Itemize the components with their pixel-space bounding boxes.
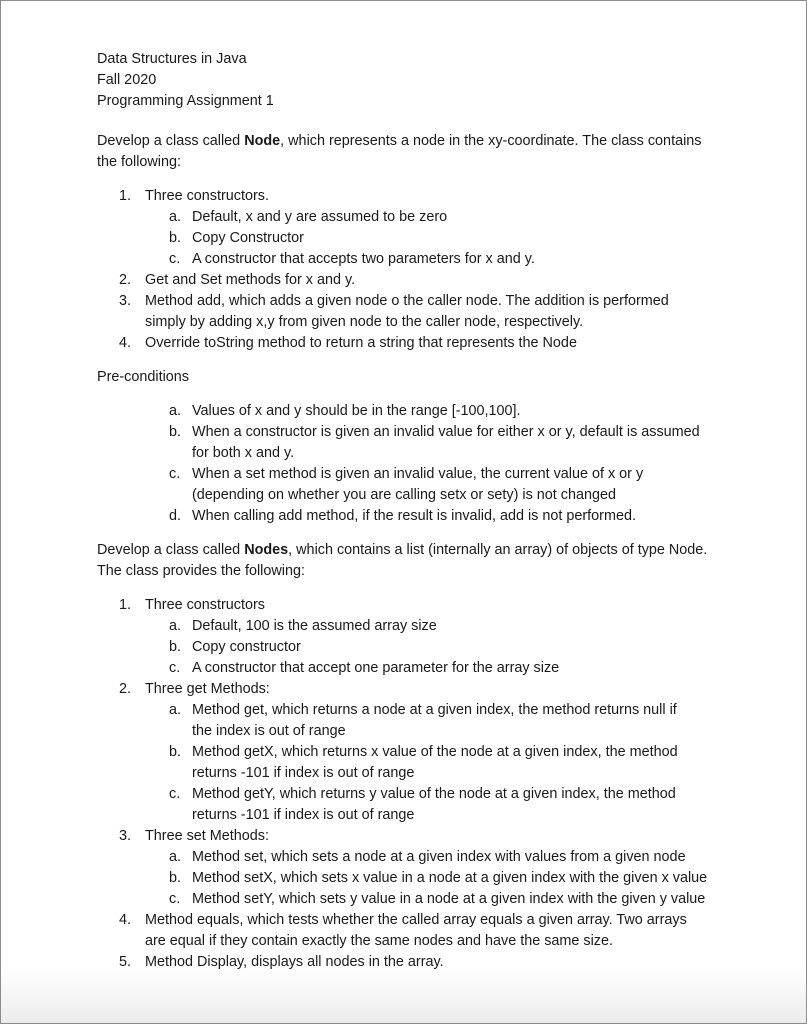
list-item: 1. Three constructors. bbox=[119, 188, 269, 204]
list-item: 4. Method equals, which tests whether the called array equals a given array. Two arrays are equal if they contain exactly the same nodes and have the same size. bbox=[119, 912, 687, 949]
list-item: c. A constructor that accept one parameter for the array size bbox=[169, 660, 560, 676]
list-item: a. Default, x and y are assumed to be zero bbox=[169, 209, 448, 225]
nodes-intro-line2: The class provides the following: bbox=[97, 563, 305, 579]
list-item: 3. Method add, which adds a given node o the caller node. The addition is performed simply by adding x,y from given node to the caller node, respectively. bbox=[119, 293, 669, 330]
list-item: 4. Override toString method to return a string that represents the Node bbox=[119, 335, 577, 351]
term: Fall 2020 bbox=[97, 72, 157, 88]
list-item: b. Method setX, which sets x value in a node at a given index with the given x value bbox=[169, 870, 708, 886]
nodes-intro: Develop a class called Nodes, which contains a list (internally an array) of objects of type Node. bbox=[97, 542, 708, 558]
nodes-class-name: Nodes bbox=[244, 542, 289, 558]
list-item: 2. Three get Methods: bbox=[119, 681, 270, 697]
document-body bbox=[97, 49, 737, 973]
list-item: 2. Get and Set methods for x and y. bbox=[119, 272, 356, 288]
list-item: c. Method setY, which sets y value in a node at a given index with the given y value bbox=[169, 891, 706, 907]
page-bottom-shadow bbox=[1, 967, 806, 1023]
list-item: b. Copy constructor bbox=[169, 639, 301, 655]
list-item: b. When a constructor is given an invalid value for either x or y, default is assumed for both x and y. bbox=[169, 424, 700, 461]
node-intro: Develop a class called Node, which represents a node in the xy-coordinate. The class contains bbox=[97, 133, 702, 149]
preconditions-heading: Pre-conditions bbox=[97, 369, 189, 385]
assignment-title: Programming Assignment 1 bbox=[97, 93, 274, 109]
list-item: a. Method get, which returns a node at a given index, the method returns null if the index is out of range bbox=[169, 702, 677, 739]
list-item: b. Copy Constructor bbox=[169, 230, 304, 246]
course-title: Data Structures in Java bbox=[97, 51, 247, 67]
node-intro-line2: the following: bbox=[97, 154, 181, 170]
list-item: 3. Three set Methods: bbox=[119, 828, 269, 844]
list-item: b. Method getX, which returns x value of the node at a given index, the method returns -101 if index is out of range bbox=[169, 744, 678, 781]
list-item: d. When calling add method, if the result is invalid, add is not performed. bbox=[169, 508, 636, 524]
list-item: 1. Three constructors bbox=[119, 597, 265, 613]
list-item: c. When a set method is given an invalid value, the current value of x or y (depending on whether you are calling setx or sety) is not changed bbox=[169, 466, 644, 503]
list-item: a. Method set, which sets a node at a given index with values from a given node bbox=[169, 849, 686, 865]
list-item: 5. Method Display, displays all nodes in the array. bbox=[119, 954, 444, 970]
list-item: c. A constructor that accepts two parameters for x and y. bbox=[169, 251, 535, 267]
list-item: a. Values of x and y should be in the range [-100,100]. bbox=[169, 403, 521, 419]
node-class-name: Node bbox=[244, 133, 281, 149]
list-item: c. Method getY, which returns y value of the node at a given index, the method returns -101 if index is out of range bbox=[169, 786, 676, 823]
list-item: a. Default, 100 is the assumed array size bbox=[169, 618, 437, 634]
